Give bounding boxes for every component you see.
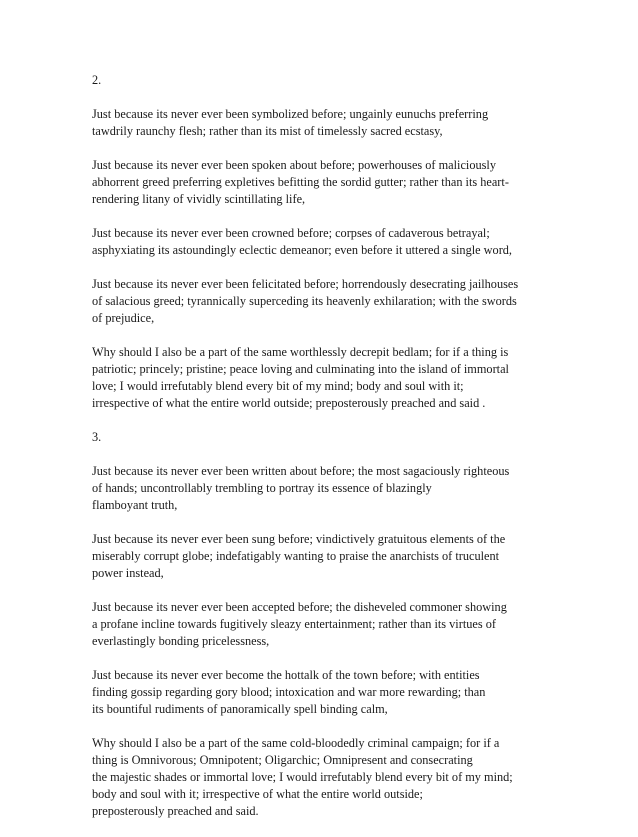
paragraph: [92, 106, 562, 140]
text-line: Just because its never ever been felicitated before; horrendously desecrating jailhouses: [92, 277, 519, 291]
paragraph: [92, 344, 562, 412]
text-line: the majestic shades or immortal love; I would irrefutably blend every bit of my mind;: [92, 770, 513, 784]
paragraph: [92, 157, 562, 208]
section-heading: 3.: [92, 430, 102, 444]
text-line: rendering litany of vividly scintillating life,: [92, 192, 306, 206]
paragraph: [92, 225, 562, 259]
text-line: love; I would irrefutably blend every bit of my mind; body and soul with it;: [92, 379, 464, 393]
section-3: [92, 429, 562, 820]
paragraph: [92, 667, 562, 718]
text-line: of prejudice,: [92, 311, 155, 325]
text-line: Just because its never ever been sung before; vindictively gratuitous elements of the: [92, 532, 506, 546]
text-line: of salacious greed; tyrannically superceding its heavenly exhilaration; with the swords: [92, 294, 517, 308]
text-line: thing is Omnivorous; Omnipotent; Oligarchic; Omnipresent and consecrating: [92, 753, 473, 767]
text-line: flamboyant truth,: [92, 498, 178, 512]
text-line: a profane incline towards fugitively sleazy entertainment; rather than its virtues of: [92, 617, 496, 631]
paragraph: [92, 276, 562, 327]
text-line: tawdrily raunchy flesh; rather than its mist of timelessly sacred ecstasy,: [92, 124, 443, 138]
text-line: Why should I also be a part of the same cold-bloodedly criminal campaign; for if a: [92, 736, 500, 750]
text-line: Just because its never ever been spoken about before; powerhouses of maliciously: [92, 158, 496, 172]
text-line: everlastingly bonding pricelessness,: [92, 634, 270, 648]
text-line: irrespective of what the entire world outside; preposterously preached and said .: [92, 396, 486, 410]
document-body: [92, 72, 562, 837]
text-line: body and soul with it; irrespective of what the entire world outside;: [92, 787, 423, 801]
text-line: its bountiful rudiments of panoramically spell binding calm,: [92, 702, 388, 716]
section-2: [92, 72, 562, 412]
text-line: Just because its never ever been crowned before; corpses of cadaverous betrayal;: [92, 226, 490, 240]
text-line: patriotic; princely; pristine; peace loving and culminating into the island of immortal: [92, 362, 509, 376]
paragraph: [92, 531, 562, 582]
text-line: power instead,: [92, 566, 164, 580]
section-heading: 2.: [92, 73, 102, 87]
paragraph: [92, 735, 562, 820]
text-line: Just because its never ever been symbolized before; ungainly eunuchs preferring: [92, 107, 489, 121]
paragraph: [92, 463, 562, 514]
text-line: Just because its never ever become the hottalk of the town before; with entities: [92, 668, 480, 682]
text-line: finding gossip regarding gory blood; intoxication and war more rewarding; than: [92, 685, 486, 699]
text-line: miserably corrupt globe; indefatigably wanting to praise the anarchists of truculent: [92, 549, 500, 563]
text-line: Just because its never ever been written about before; the most sagaciously righteous: [92, 464, 510, 478]
text-line: preposterously preached and said.: [92, 804, 259, 818]
text-line: abhorrent greed preferring expletives befitting the sordid gutter; rather than its heart-: [92, 175, 509, 189]
text-line: Just because its never ever been accepted before; the disheveled commoner showing: [92, 600, 507, 614]
text-line: Why should I also be a part of the same worthlessly decrepit bedlam; for if a thing is: [92, 345, 509, 359]
text-line: asphyxiating its astoundingly eclectic demeanor; even before it uttered a single word,: [92, 243, 513, 257]
paragraph: [92, 599, 562, 650]
text-line: of hands; uncontrollably trembling to portray its essence of blazingly: [92, 481, 432, 495]
